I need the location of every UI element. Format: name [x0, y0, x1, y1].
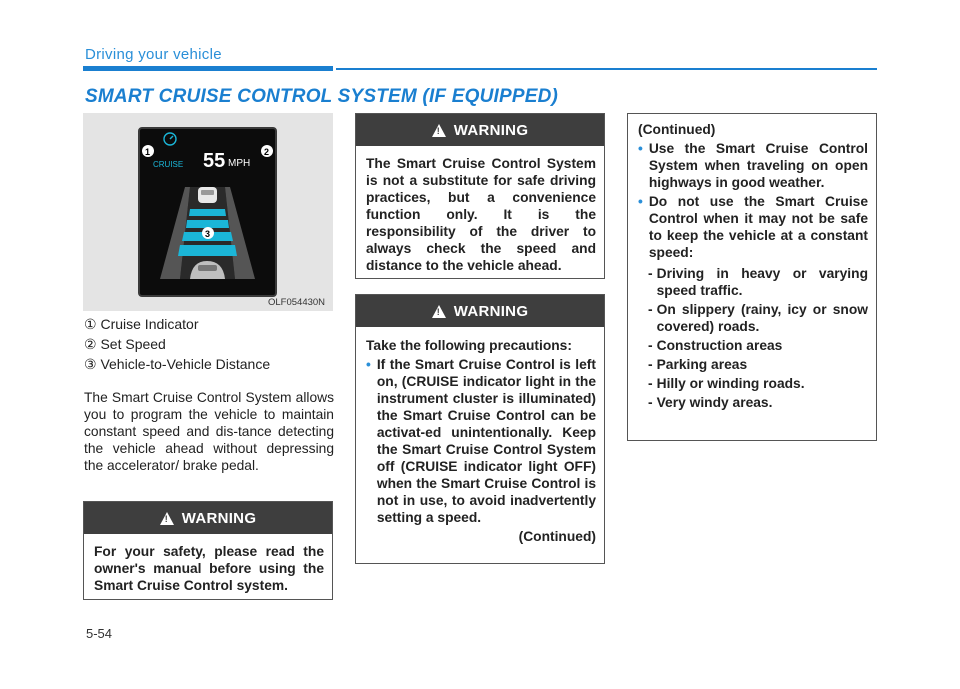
sub-item: - Hilly or winding roads. — [648, 376, 805, 391]
bullet-dot: • — [366, 357, 371, 372]
warning-bullet — [366, 356, 596, 526]
warning-intro: Take the following precautions: — [366, 338, 572, 353]
set-speed-value: 55 — [203, 150, 226, 172]
page-number: 5-54 — [86, 626, 113, 641]
callout-1: 1 — [145, 147, 151, 157]
section-label: Driving your vehicle — [85, 46, 222, 63]
bullet-dot: • — [638, 141, 643, 156]
sub-item-text: Parking areas — [656, 357, 748, 372]
warning-text: For your safety, please read the owner's manual before using the Smart Cruise Control system. — [94, 544, 324, 593]
legend-item-1 — [84, 316, 199, 333]
legend-marker: ① — [84, 316, 97, 332]
warning-heading: WARNING — [181, 509, 257, 527]
continued-body — [628, 114, 876, 419]
legend-marker: ③ — [84, 356, 97, 372]
cruise-label: CRUISE — [153, 160, 184, 169]
sub-item-text: Hilly or winding roads. — [656, 376, 805, 391]
warning-header — [84, 502, 332, 534]
continued-bullet-1 — [638, 140, 868, 191]
legend-text: Set Speed — [100, 336, 166, 352]
sub-item: - Driving in heavy or varying speed traffic. — [648, 266, 868, 298]
legend-text: Vehicle-to-Vehicle Distance — [100, 356, 271, 372]
sub-item-text: Construction areas — [656, 338, 783, 353]
bullet-text: Do not use the Smart Cruise Control when it may not be safe to keep the vehicle at a constant speed: — [648, 194, 868, 260]
sub-item-text: Very windy areas. — [656, 395, 773, 410]
legend-marker: ② — [84, 336, 97, 352]
sub-item: - On slippery (rainy, icy or snow covered) roads. — [648, 302, 868, 334]
sub-item-text: On slippery (rainy, icy or snow covered) roads. — [656, 302, 868, 334]
warning-triangle-icon — [160, 512, 174, 525]
instrument-cluster-display — [138, 127, 277, 297]
warning-box-safety — [83, 501, 333, 600]
sub-item: - Parking areas — [648, 357, 748, 372]
bullet-text: If the Smart Cruise Control is left on, (CRUISE indicator light in the instrument cluster is illuminated) the Smart Cruise Control can be activat-ed unintentionally. Keep the Smart Cruise Control System off (CRUISE indicator light OFF) when the Smart Cruise Control is not in use, to avoid inadvertently setting a speed. — [376, 357, 596, 525]
speed-unit: MPH — [228, 158, 251, 169]
warning-header — [356, 295, 604, 327]
warning-box-substitute — [355, 113, 605, 279]
continued-bullet-2 — [638, 193, 868, 261]
continued-label: (Continued) — [518, 529, 596, 544]
warning-body — [356, 327, 604, 551]
sub-item: - Construction areas — [648, 338, 783, 353]
sub-list — [638, 265, 868, 411]
callout-2: 2 — [264, 147, 270, 157]
header-rule-thin — [336, 68, 877, 70]
legend-item-3 — [84, 356, 270, 373]
sub-item: - Very windy areas. — [648, 395, 773, 410]
warning-heading: WARNING — [453, 121, 529, 139]
figure-code: OLF054430N — [268, 297, 326, 308]
warning-triangle-icon — [432, 124, 446, 137]
cruise-indicator-icon — [164, 133, 176, 145]
legend-text: Cruise Indicator — [100, 316, 199, 332]
continued-heading: (Continued) — [638, 122, 716, 137]
page-title: SMART CRUISE CONTROL SYSTEM (IF EQUIPPED) — [85, 86, 559, 107]
bullet-dot: • — [638, 194, 643, 209]
warning-heading: WARNING — [453, 302, 529, 320]
header-rule-thick — [83, 66, 333, 71]
cluster-illustration — [140, 129, 275, 295]
intro-paragraph: The Smart Cruise Control System allows you to program the vehicle to maintain constant speed and dis-tance detecting the vehicle ahead without depressing the accelerator/ brake pedal. — [84, 390, 334, 473]
callout-3: 3 — [205, 229, 211, 239]
warning-box-precautions — [355, 294, 605, 564]
warning-text: The Smart Cruise Control System is not a substitute for safe driving practices, but a convenience function only. It is the responsibility of the driver to always check the speed and distance to the vehicle ahead. — [366, 156, 596, 273]
legend-item-2 — [84, 336, 166, 353]
lead-vehicle-icon — [198, 187, 217, 203]
warning-triangle-icon — [432, 305, 446, 318]
warning-header — [356, 114, 604, 146]
sub-item-text: Driving in heavy or varying speed traffic. — [656, 266, 868, 298]
bullet-text: Use the Smart Cruise Control System when traveling on open highways in good weather. — [648, 141, 868, 190]
warning-box-continued — [627, 113, 877, 441]
